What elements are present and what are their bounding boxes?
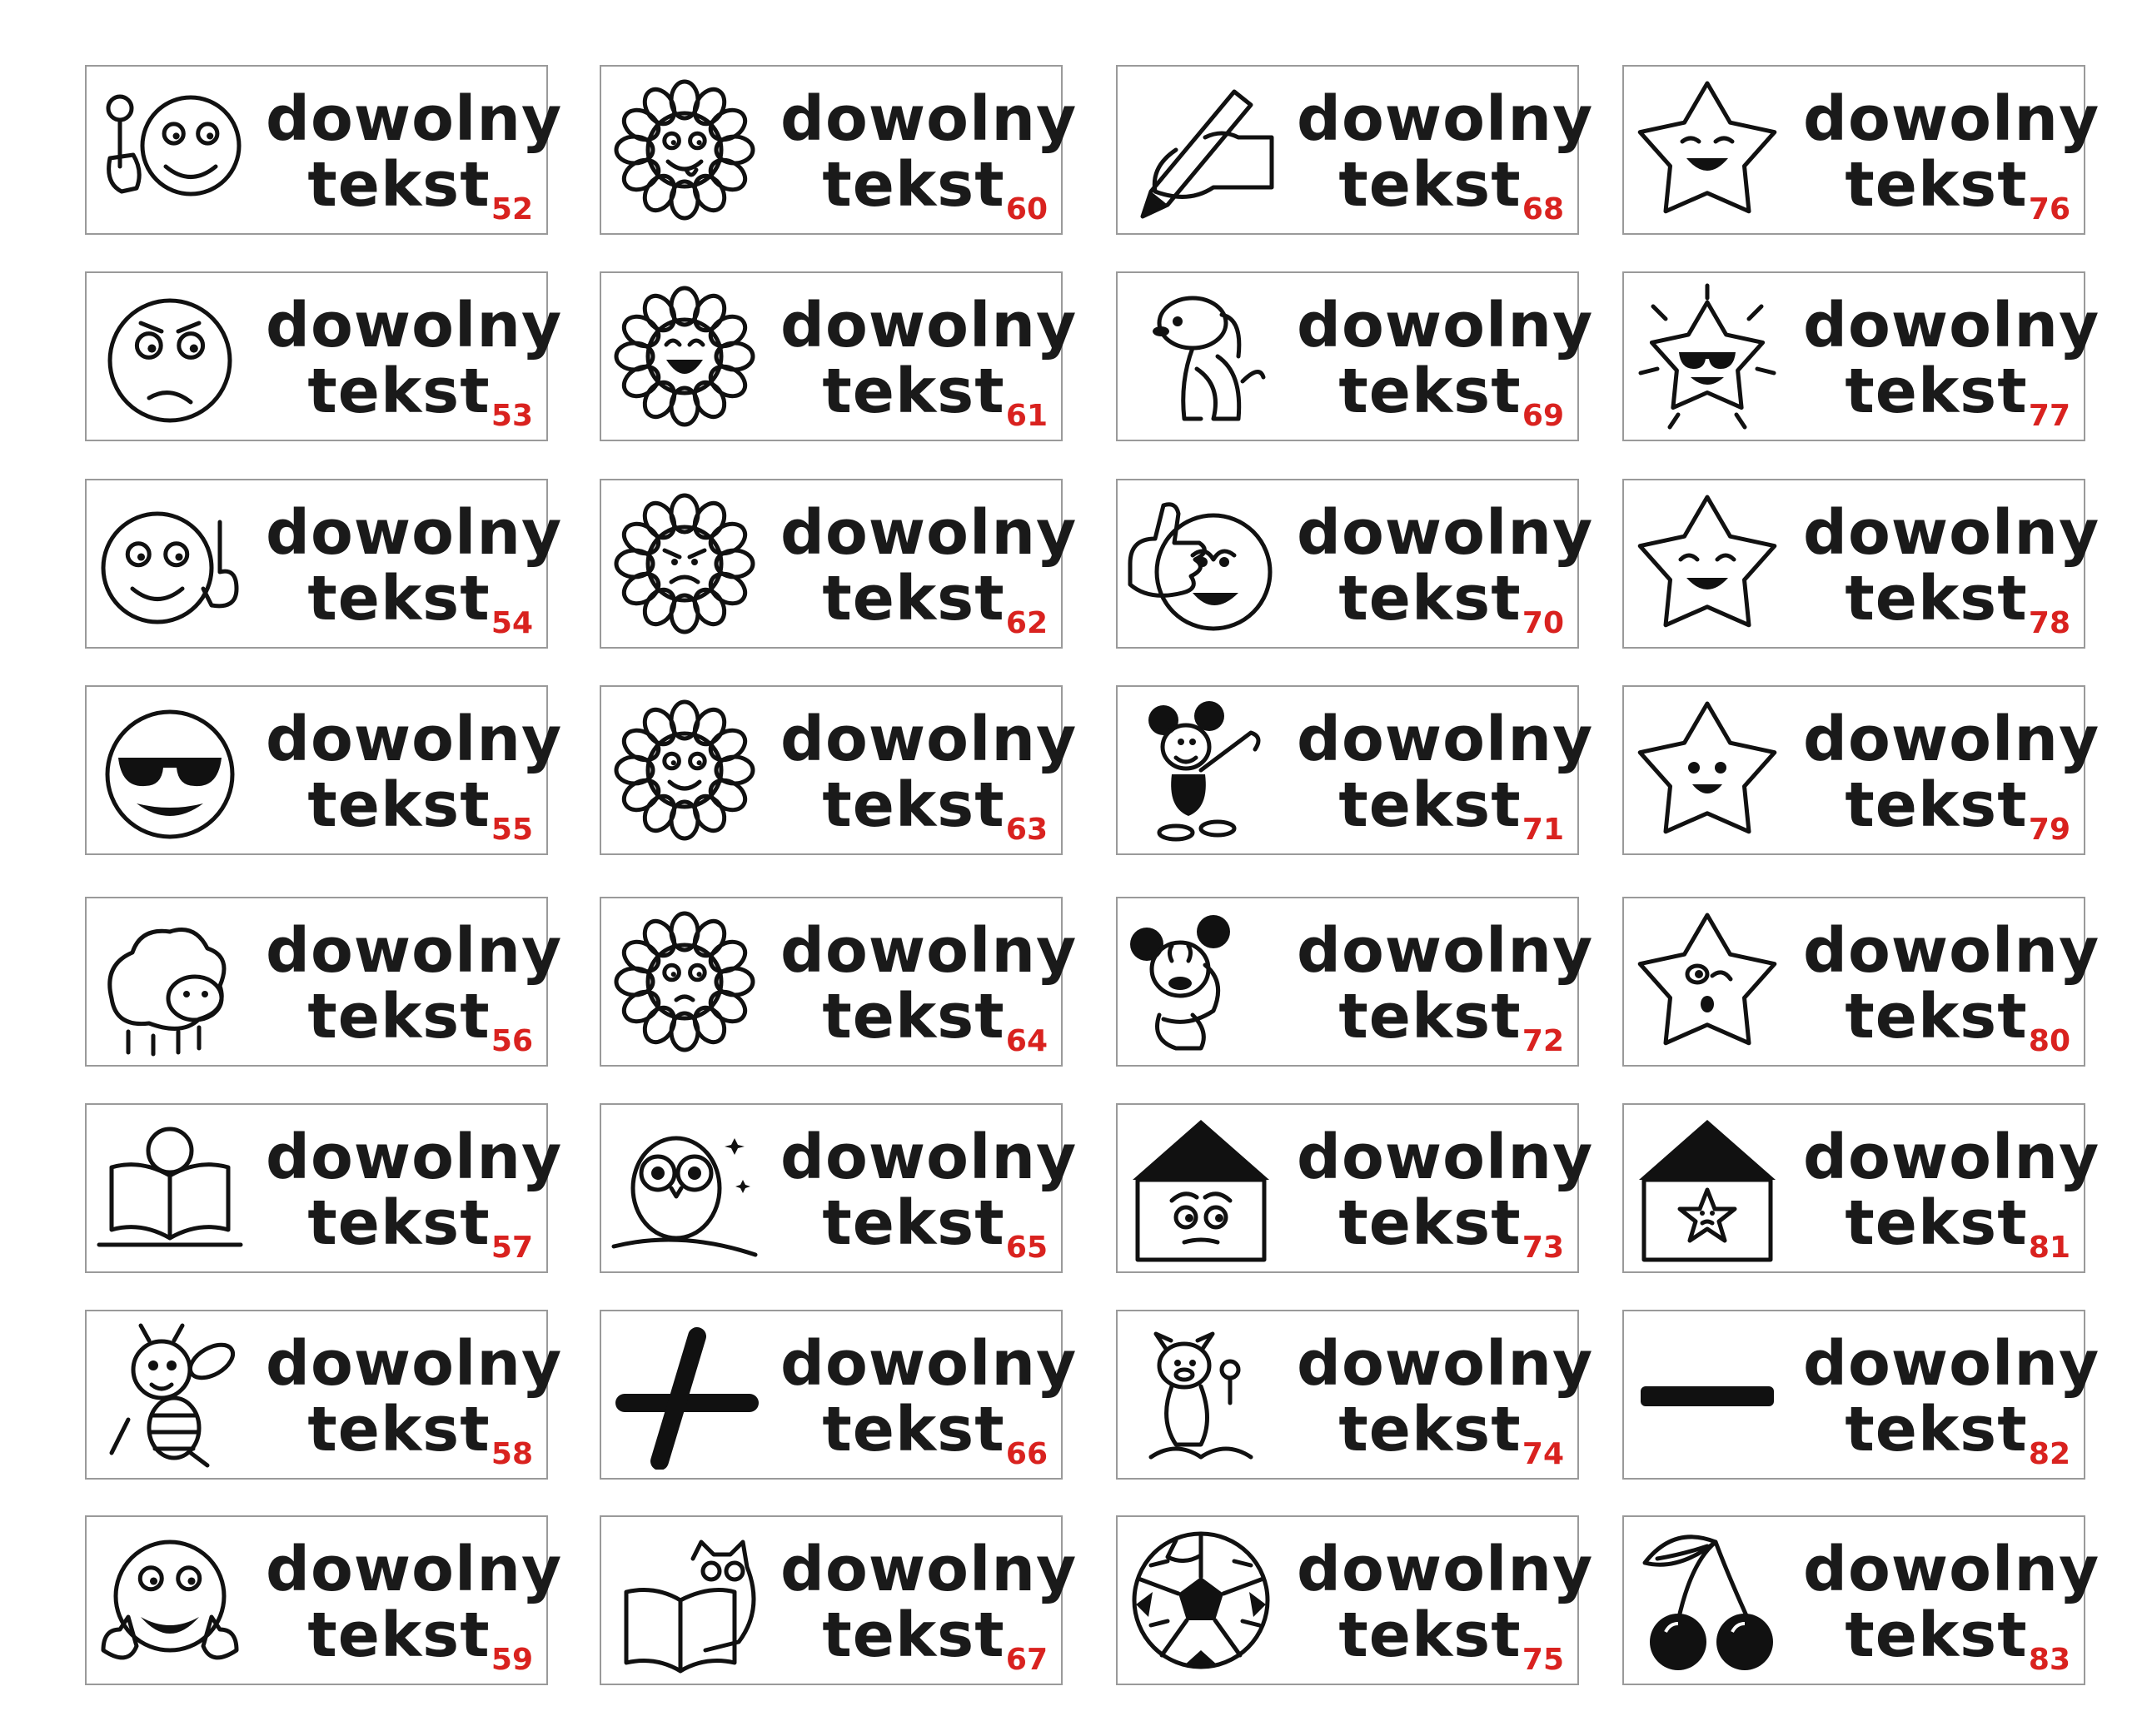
smiley-pointing-icon [95,489,245,639]
stamp-card[interactable] [85,1515,563,1685]
stamp-number: 60 [1005,192,1048,226]
stamp-number: 65 [1005,1231,1048,1265]
stamp-text-line1: dowolny [266,1534,563,1605]
stamp-card[interactable] [1116,479,1594,649]
stamp-text-line1: dowolny [1297,497,1594,569]
stamp-text-line2: tekst [1338,1187,1522,1259]
star-smile-icon [1632,75,1782,225]
stamp-text-line2: tekst [1845,563,2028,634]
stamp-text-line2: tekst [1845,769,2028,841]
stamp-card[interactable] [85,897,563,1067]
stamp-text-line2: tekst [307,563,491,634]
stamp-card[interactable] [1622,65,2100,235]
house-face-icon [1126,1113,1276,1263]
stamp-text-line2: tekst [822,769,1005,841]
stamp-text-line1: dowolny [1803,1122,2100,1193]
stamp-number: 74 [1522,1437,1564,1471]
stamp-text-line2: tekst [1338,1599,1522,1671]
stamp-number: 66 [1005,1437,1048,1471]
stamp-text-line1: dowolny [1803,704,2100,775]
stamp-card[interactable] [1622,479,2100,649]
stamp-text-line1: dowolny [266,290,563,361]
stamp-text-line1: dowolny [1803,290,2100,361]
stamp-number: 79 [2028,813,2070,847]
stamp-text-line1: dowolny [1297,83,1594,155]
stamp-text-line1: dowolny [780,915,1078,987]
stamp-card[interactable] [1622,1310,2100,1480]
stamp-card[interactable] [600,65,1078,235]
stamp-card[interactable] [1622,685,2100,855]
stamp-number: 75 [1522,1643,1564,1677]
stamp-text-line1: dowolny [780,1122,1078,1193]
stamp-text-line1: dowolny [266,1328,563,1400]
stamp-text-line2: tekst [822,149,1005,221]
stamp-card[interactable] [85,271,563,441]
minus-icon [1632,1320,1782,1470]
stamp-text-line2: tekst [1338,356,1522,427]
stamp-card[interactable] [1622,1515,2100,1685]
stamp-card[interactable] [85,1103,563,1273]
stamp-number: 68 [1522,192,1564,226]
stamp-text-line2: tekst [1845,149,2028,221]
stamp-text-line1: dowolny [266,704,563,775]
stamp-text-line1: dowolny [1297,704,1594,775]
stamp-text-line1: dowolny [780,83,1078,155]
stamp-number: 61 [1005,399,1048,433]
stamp-card[interactable] [85,65,563,235]
stamp-number: 55 [491,813,533,847]
stamp-card[interactable] [85,479,563,649]
stamp-number: 73 [1522,1231,1564,1265]
stamp-card[interactable] [1116,685,1594,855]
flower-happy-icon [610,695,760,845]
mouse-waving-icon [1126,695,1276,845]
stamp-text-line1: dowolny [1803,83,2100,155]
stamp-text-line2: tekst [1338,563,1522,634]
stamp-card[interactable] [1116,1310,1594,1480]
stamp-text-line1: dowolny [1297,1328,1594,1400]
flower-laughing-icon [610,281,760,431]
flower-smiley-icon [95,75,245,225]
stamp-text-line2: tekst [307,769,491,841]
stamp-text-line1: dowolny [266,497,563,569]
stamp-text-line2: tekst [822,1599,1005,1671]
stamp-text-line2: tekst [307,1599,491,1671]
stamp-text-line2: tekst [307,1187,491,1259]
stamp-number: 80 [2028,1024,2070,1058]
stamp-number: 57 [491,1231,533,1265]
stamp-card[interactable] [1116,897,1594,1067]
stamp-card[interactable] [85,1310,563,1480]
stamp-card[interactable] [1622,271,2100,441]
stamp-number: 63 [1005,813,1048,847]
stamp-text-line2: tekst [822,981,1005,1052]
stamp-text-line1: dowolny [780,290,1078,361]
stamp-number: 81 [2028,1231,2070,1265]
star-surprised-icon [1632,907,1782,1057]
flower-sad-icon [610,907,760,1057]
stamp-number: 83 [2028,1643,2070,1677]
stamp-text-line2: tekst [1845,1187,2028,1259]
stamp-card[interactable] [600,271,1078,441]
stamp-text-line2: tekst [1338,149,1522,221]
stamp-text-line1: dowolny [1803,1328,2100,1400]
star-sunglasses-icon [1632,281,1782,431]
stamp-card[interactable] [1116,1515,1594,1685]
stamp-card[interactable] [600,1515,1078,1685]
stamp-card[interactable] [600,897,1078,1067]
stamp-number: 78 [2028,606,2070,640]
stamp-number: 71 [1522,813,1564,847]
stamp-card[interactable] [600,685,1078,855]
stamp-text-line1: dowolny [1297,1534,1594,1605]
stamp-card[interactable] [1116,1103,1594,1273]
stamp-text-line1: dowolny [780,497,1078,569]
stamp-card[interactable] [600,479,1078,649]
mouse-sitting-icon [1126,907,1276,1057]
stamp-text-line2: tekst [822,563,1005,634]
stamp-card[interactable] [85,685,563,855]
flower-angry-icon [610,489,760,639]
stamp-text-line2: tekst [1845,1599,2028,1671]
stamp-card[interactable] [1622,897,2100,1067]
stamp-text-line2: tekst [822,356,1005,427]
stamp-number: 67 [1005,1643,1048,1677]
bee-icon [95,1320,245,1470]
stamp-text-line2: tekst [1338,769,1522,841]
stamp-text-line2: tekst [307,1394,491,1465]
owl-book-icon [95,1113,245,1263]
thumbs-smiley-icon [95,1525,245,1675]
thumbs-up-face-icon [1126,489,1276,639]
cherries-icon [1632,1525,1782,1675]
stamp-card[interactable] [600,1103,1078,1273]
stamp-text-line2: tekst [1845,981,2028,1052]
stamp-card[interactable] [1622,1103,2100,1273]
stamp-text-line2: tekst [1845,1394,2028,1465]
stamp-text-line1: dowolny [780,704,1078,775]
stamp-text-line1: dowolny [266,915,563,987]
stamp-number: 59 [491,1643,533,1677]
soccer-ball-icon [1126,1525,1276,1675]
stamp-number: 76 [2028,192,2070,226]
sheep-icon [95,907,245,1057]
stamp-text-line1: dowolny [266,83,563,155]
plus-icon [610,1320,760,1470]
stamp-number: 53 [491,399,533,433]
stamp-number: 82 [2028,1437,2070,1471]
stamp-number: 69 [1522,399,1564,433]
stamp-text-line2: tekst [1338,1394,1522,1465]
stamp-text-line1: dowolny [1297,1122,1594,1193]
stamp-text-line2: tekst [822,1187,1005,1259]
owl-branch-icon [610,1113,760,1263]
stamp-text-line1: dowolny [1803,1534,2100,1605]
stamp-text-line1: dowolny [266,1122,563,1193]
stamp-text-line2: tekst [1845,356,2028,427]
piglet-icon [1126,1320,1276,1470]
stamp-text-line1: dowolny [780,1328,1078,1400]
stamp-text-line2: tekst [307,149,491,221]
dog-icon [1126,281,1276,431]
sunglasses-smiley-icon [95,695,245,845]
star-cute-icon [1632,695,1782,845]
stamp-number: 77 [2028,399,2070,433]
stamp-text-line1: dowolny [1297,915,1594,987]
stamp-text-line2: tekst [822,1394,1005,1465]
stamp-number: 62 [1005,606,1048,640]
stamp-number: 52 [491,192,533,226]
stamp-card[interactable] [1116,65,1594,235]
hand-pencil-icon [1126,75,1276,225]
stamp-number: 72 [1522,1024,1564,1058]
house-star-icon [1632,1113,1782,1263]
star-happy-icon [1632,489,1782,639]
stamp-number: 56 [491,1024,533,1058]
stamp-card[interactable] [600,1310,1078,1480]
stamp-text-line1: dowolny [1297,290,1594,361]
stamp-text-line1: dowolny [780,1534,1078,1605]
stamp-number: 58 [491,1437,533,1471]
flower-tongue-icon [610,75,760,225]
stamp-number: 54 [491,606,533,640]
stamp-number: 64 [1005,1024,1048,1058]
worried-smiley-icon [95,281,245,431]
stamp-text-line2: tekst [307,981,491,1052]
stamp-text-line2: tekst [1338,981,1522,1052]
stamp-text-line1: dowolny [1803,915,2100,987]
stamp-text-line2: tekst [307,356,491,427]
cat-book-icon [610,1525,760,1675]
stamp-text-line1: dowolny [1803,497,2100,569]
stamp-number: 70 [1522,606,1564,640]
stamp-card[interactable] [1116,271,1594,441]
